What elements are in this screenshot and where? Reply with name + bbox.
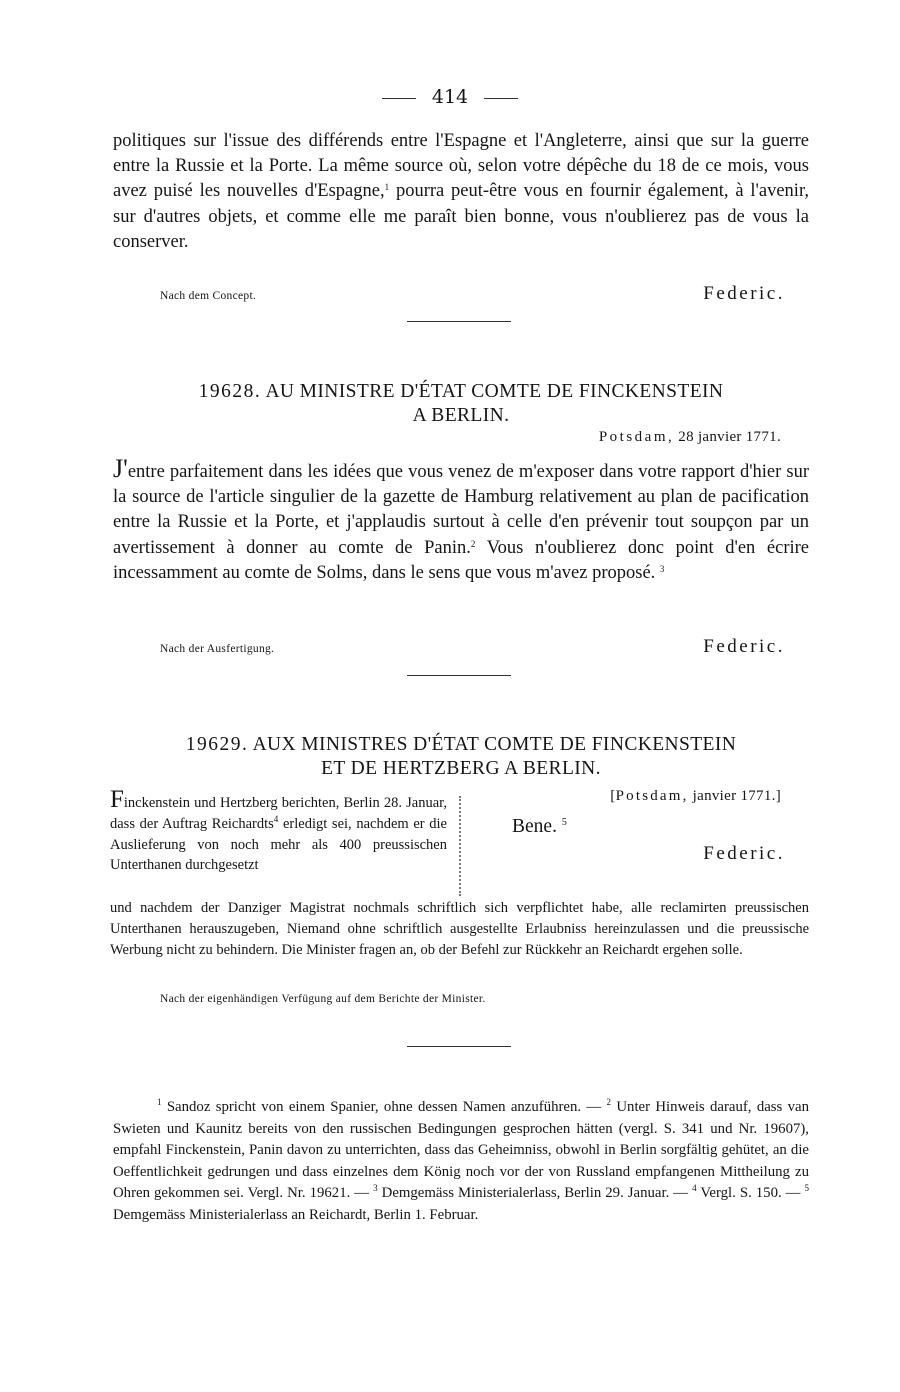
header-dash-left [382,98,416,99]
footnote-5-text: Demgemäss Ministerialerlass an Reichardt, Berlin 1. Februar. [113,1206,479,1223]
letter-19629-source-note: Nach der eigenhändigen Verfügung auf dem Berichte der Minister. [160,993,486,1005]
letter-19628-source-note: Nach der Ausfertigung. [160,643,275,655]
section-divider-1 [407,321,511,322]
letter-19628-date: 28 janvier 1771. [674,429,781,445]
letter-19629-title-line2: ET DE HERTZBERG A BERLIN. [321,758,601,779]
letter-19628-date-place: Potsdam, [598,429,675,445]
footnote-1-text: Sandoz spricht von einem Spanier, ohne dessen Namen anzuführen. — [161,1099,607,1115]
footnote-ref-2[interactable]: 2 [470,538,476,549]
letter-19628-text-b: Vous n'oublierez donc point d'en écrire incessamment au comte de Solms, dans le sens que vous m'avez proposé. [113,537,809,583]
letter-19628-signature: Federic. [703,636,785,657]
opening-paragraph [113,129,809,255]
footnote-ref-5[interactable]: 5 [561,817,567,828]
letter-19629-report-continuation: und nachdem der Danziger Magistrat nochmals schriftlich sich verpflichtet habe, alle reclamirten preussischen Unterthanen herauszugeben, Niemand ohne schriftlich ausgestellte Erlaubniss hereinzulassen und die preussische Werbung nicht zu behindern. Die Minister fragen an, ob der Befehl zur Rückkehr an Reichardt ergehen solle. [110,900,809,958]
footnote-mark-1: 1 [157,1097,162,1107]
letter-19629-title-text: AUX MINISTRES D'ÉTAT COMTE DE FINCKENSTEIN [252,734,737,755]
footnote-mark-4: 4 [692,1183,697,1194]
footnote-2-text: Unter Hinweis darauf, dass van Swieten und Kaunitz bereits von den russischen Bedingungen gesprochen hätten (vergl. S. 341 und Nr. 19607), empfahl Finckenstein, Panin davon zu unterrichten, dass das Geheimniss, obwohl in Berlin sorgfältig gehütet, an die Oeffentlichkeit gedrungen und dass einzelnes dem König noch vor der von Russland empfangenen Mittheilung zu Ohren gekommen sei. Vergl. Nr. 19621. — [113,1099,809,1202]
footnote-4-text: Vergl. S. 150. — [696,1185,805,1202]
letter-19629-reply [512,816,567,838]
date-bracket-open: [ [610,788,616,804]
letter-19629-date: janvier 1771.] [688,788,781,804]
footnote-ref-1[interactable]: 1 [384,182,390,193]
letter-19628-number: 19628. [198,381,262,402]
letter-19628-body [113,456,809,586]
header-dash-right [484,98,518,99]
letter-19628-title-line1 [113,380,809,404]
footnotes [113,1097,809,1227]
footnote-3-text: Demgemäss Ministerialerlass, Berlin 29. Januar. — [377,1185,693,1202]
section-divider-2 [407,675,511,676]
letter-19628-heading [113,380,809,428]
footnote-mark-5: 5 [804,1183,809,1194]
letter-19628-title-text: AU MINISTRE D'ÉTAT COMTE DE FINCKENSTEIN [265,381,724,402]
letter-19629-heading [113,733,809,781]
opening-source-note: Nach dem Concept. [160,290,257,302]
opening-signature: Federic. [703,283,785,304]
footnote-mark-3: 3 [373,1183,378,1194]
letter-19629-signature: Federic. [703,843,785,864]
opening-text-b: pourra peut-être vous en fournir également, à l'avenir, sur d'autres objets, et comme elle me paraît bien bonne, vous n'oublierez pas de vous la conserver. [113,181,809,252]
footnote-mark-2: 2 [606,1097,612,1107]
letter-19629-number: 19629. [185,734,249,755]
letter-19629-dateline [610,788,781,805]
page-header [0,86,900,108]
footnotes-divider [407,1046,511,1047]
report-summary-text-b: erledigt sei, nachdem er die Auslieferung von noch mehr als 400 preussischen Unterthanen durchgesetzt [110,815,447,874]
page-number: 414 [431,86,469,108]
letter-19628-text-a: J'entre parfaitement dans les idées que vous venez de m'exposer dans votre rapport d'hier sur la source de l'article singulier de la gazette de Hamburg relativement au plan de pacification entre la Russie et la Porte, et j'applaudis surtout à celle d'en prévenir tout soupçon par un avertissement à donner au comte de Panin. [113,454,809,558]
footnote-ref-4[interactable]: 4 [273,813,279,824]
reply-text: Bene. [512,816,557,837]
letter-19628-title-line2: A BERLIN. [412,405,510,426]
letter-19628-dateline [599,429,781,446]
letter-19629-report-summary [110,786,447,876]
letter-19629-date-place: Potsdam, [615,788,689,804]
report-summary-text-a: Finckenstein und Hertzberg berichten, Berlin 28. Januar, dass der Auftrag Reichardts [110,786,447,832]
letter-19629-title-line1 [113,733,809,757]
footnote-ref-3[interactable]: 3 [659,563,665,574]
opening-text-a: politiques sur l'issue des différends entre l'Espagne et l'Angleterre, ainsi que sur la guerre entre la Russie et la Porte. La même source où, selon votre dépêche du 18 de ce mois, vous avez puisé les nouvelles d'Espagne, [113,131,809,202]
column-dotted-separator [459,796,461,896]
